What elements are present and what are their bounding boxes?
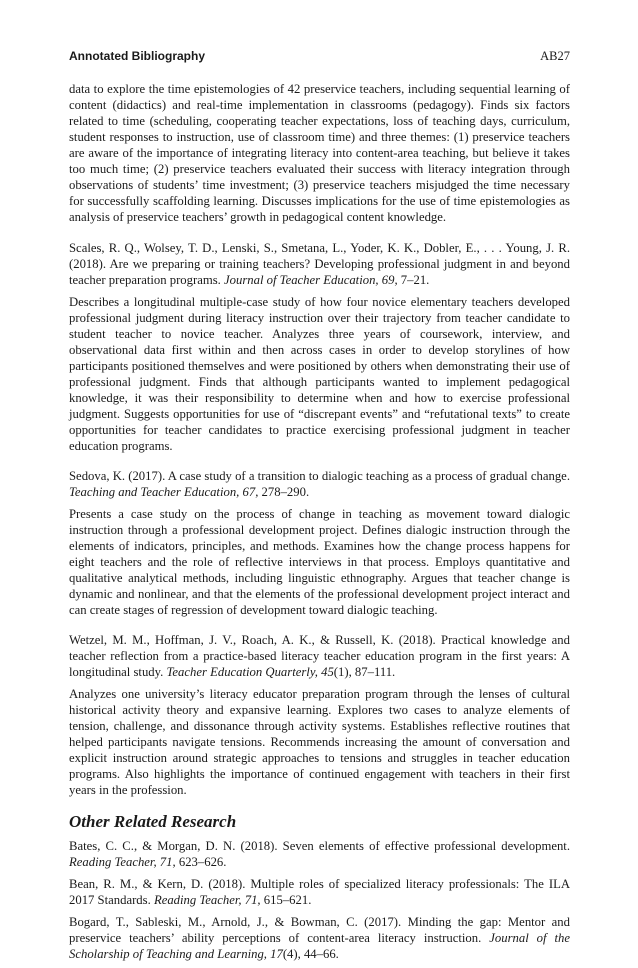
journal-title: Teaching and Teacher Education, 67, — [69, 485, 259, 499]
citation: Wetzel, M. M., Hoffman, J. V., Roach, A. K., & Russell, K. (2018). Practical knowledge and teacher reflection from a practice-based literacy teacher education program in the first years: A longitudinal study. Teacher Education Quarterly, 45(1), 87–111. — [69, 633, 570, 679]
annotation: Describes a longitudinal multiple-case study of how four novice elementary teachers developed professional judgment during literacy instruction over their trajectory from teacher candidate to student teacher to novice teacher. Analyzes three years of coursework, interview, and observational data first within and then across cases in order to develop storylines of how participants positioned themselves and were positioned by others when demonstrating their use of professional judgment. Finds that although participants wanted to implement pedagogical knowledge, it was their responsibility to determine when and how to exercise professional judgment. Suggests opportunities for use of “discrepant events” and “refutational texts” to create opportunities for teacher candidates to practice exercising professional judgment in teacher education programs. — [69, 295, 570, 453]
continued-annotation: data to explore the time epistemologies of 42 preservice teachers, including sequential learning of content (didactics) and real-time implementation in classrooms (pedagogy). Finds six factors related to time (scheduling, cooperating teacher expectations, loss of teaching days, curriculum, student responses to instruction, use of classroom time) and three themes: (1) preservice teachers are aware of the importance of integrating literacy into content-area teaching, but believe it takes too much time; (2) preservice teachers evaluated their success with literacy integration through observations of students’ time investment; (3) preservice teachers misjudged the time necessary for successfully scaffolding learning. Discusses implications for the use of time epistemologies as analysis of preservice teachers’ growth in pedagogical content knowledge. — [69, 82, 570, 224]
journal-title: Journal of the Scholarship of Teaching and Learning, 17 — [69, 931, 570, 961]
entry — [69, 468, 570, 618]
journal-title: Reading Teacher, 71, — [69, 855, 176, 869]
related-reference: Bates, C. C., & Morgan, D. N. (2018). Seven elements of effective professional development. Reading Teacher, 71, 623–626. — [69, 839, 570, 869]
annotation: Analyzes one university’s literacy educator preparation program through the lenses of cultural historical activity theory and expansive learning. Explores two cases to analyze elements of tension, challenge, and dissonance through activity systems. Establishes reflective routines that helped participants navigate tensions. Recommends increasing the amount of conversation and explicit instruction around strategic approaches to tensions and struggles in teacher education programs. Also highlights the importance of continued engagement with teachers in their first years in the profession. — [69, 687, 570, 797]
related-reference: Bean, R. M., & Kern, D. (2018). Multiple roles of specialized literacy professionals: The ILA 2017 Standards. Reading Teacher, 71, 615–621. — [69, 877, 570, 907]
citation: Scales, R. Q., Wolsey, T. D., Lenski, S., Smetana, L., Yoder, K. K., Dobler, E., . . . Young, J. R. (2018). Are we preparing or training teachers? Developing professional judgment in and beyond teacher preparation programs. Journal of Teacher Education, 69, 7–21. — [69, 241, 570, 287]
citation: Sedova, K. (2017). A case study of a transition to dialogic teaching as a process of gradual change. Teaching and Teacher Education, 67, 278–290. — [69, 469, 570, 499]
annotation: Presents a case study on the process of change in teaching as movement toward dialogic instruction through a professional development project. Defines dialogic instruction through the elements of indicators, principles, and methods. Examines how the change process happens for eight teachers and the role of reflective interviews in that process. Employs quantitative and qualitative analytical methods, including linguistic ethnography. Argues that teacher change is dynamic and nonlinear, and that the elements of the professional development project interact and can create stages of regression of development toward dialogic teaching. — [69, 507, 570, 617]
journal-title: Teacher Education Quarterly, 45 — [166, 665, 334, 679]
journal-title: Journal of Teacher Education, 69, — [224, 273, 398, 287]
page-number: AB27 — [540, 49, 570, 63]
running-header — [69, 48, 570, 64]
section-heading: Other Related Research — [69, 812, 237, 831]
entry — [69, 632, 570, 798]
section-title: Annotated Bibliography — [69, 49, 205, 63]
document-page — [69, 48, 570, 968]
entry — [69, 240, 570, 454]
journal-title: Reading Teacher, 71, — [153, 893, 261, 907]
related-reference: Bogard, T., Sableski, M., Arnold, J., & Bowman, C. (2017). Minding the gap: Mentor and preservice teachers’ ability perceptions of content-area literacy instruction. Journal of the Scholarship of Teaching and Learning, 17(4), 44–66. — [69, 915, 570, 961]
